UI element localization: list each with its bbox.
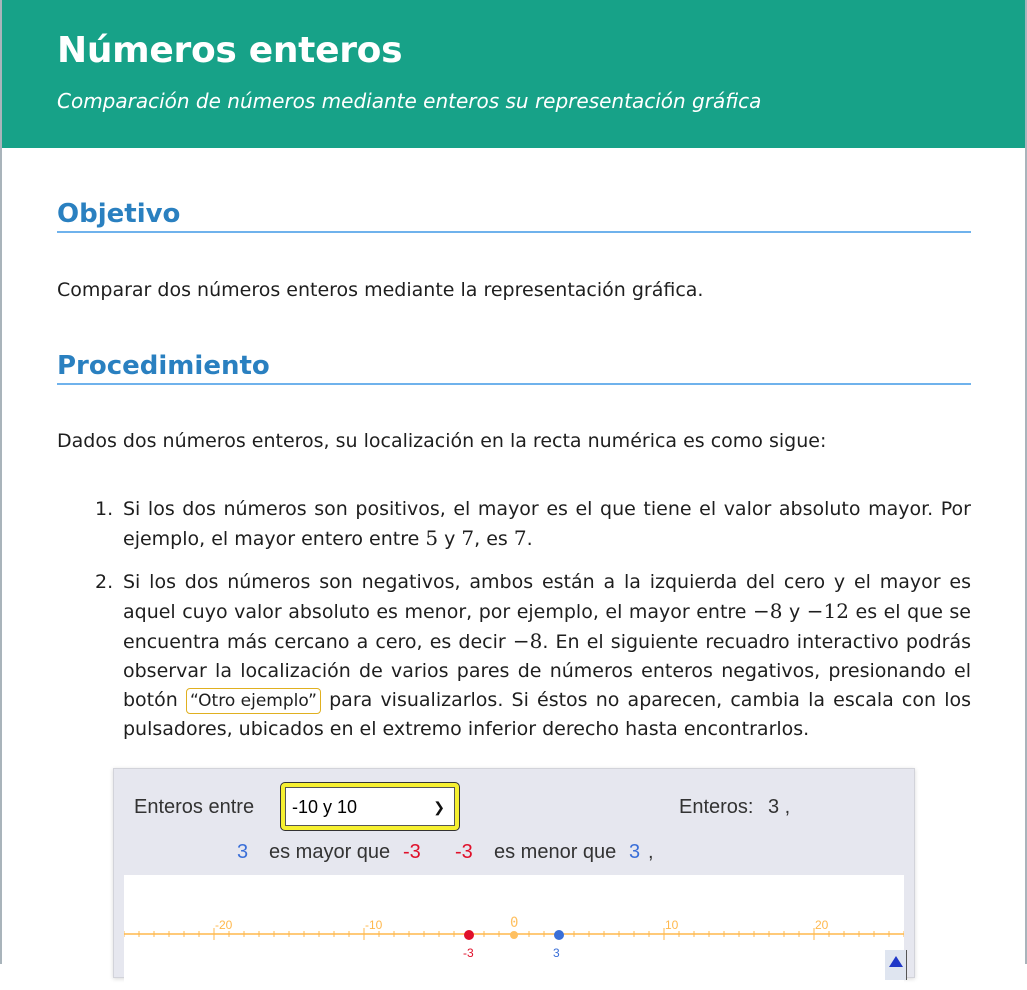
math-number: −8: [512, 629, 543, 653]
item-text: .: [526, 528, 533, 550]
section-heading-procedimiento: Procedimiento: [57, 351, 971, 385]
procedure-item: [95, 495, 971, 554]
comparison-mayor-text: es mayor que: [269, 841, 391, 863]
enteros-label: Enteros:: [679, 796, 754, 818]
range-select[interactable]: [285, 787, 455, 826]
item-text: , es: [474, 528, 514, 550]
tick-label: -10: [365, 918, 383, 932]
page-header: [2, 0, 1025, 148]
item-text: y: [438, 528, 462, 550]
otro-ejemplo-button-reference: “Otro ejemplo”: [186, 688, 321, 714]
section-heading-objetivo: Objetivo: [57, 199, 971, 233]
procedure-list: [95, 495, 971, 758]
item-text: es el que se encuentra más cercano a cero, es decir: [123, 601, 971, 653]
comparison-greater-value-2: 3: [629, 841, 641, 863]
triangle-up-icon: [889, 956, 903, 967]
item-text: y: [782, 601, 807, 623]
comparison-lesser-value-2: -3: [455, 841, 473, 863]
number-point: [464, 930, 474, 940]
tick-label: -20: [215, 918, 233, 932]
tick-label: 20: [815, 918, 829, 932]
number-line-svg: [124, 875, 904, 985]
range-label: Enteros entre: [134, 796, 255, 818]
math-number: 7: [513, 526, 527, 550]
page-title: Números enteros: [57, 30, 403, 71]
list-number: 2.: [95, 571, 114, 593]
tick-label: 10: [665, 918, 679, 932]
comparison-trail: ,: [648, 841, 654, 863]
point-label: 3: [553, 946, 560, 960]
math-number: −8: [753, 599, 783, 623]
origin-label: 0: [510, 915, 519, 931]
objetivo-text: Comparar dos números enteros mediante la representación gráfica.: [57, 279, 704, 301]
math-number: 5: [425, 526, 439, 550]
math-number: −12: [806, 599, 849, 623]
procedure-item: [95, 568, 971, 744]
comparison-lesser-value: -3: [403, 841, 421, 863]
range-select-wrapper: [280, 782, 460, 831]
scale-up-button[interactable]: [885, 950, 907, 980]
origin-point: [510, 931, 518, 939]
enteros-value: 3 ,: [768, 796, 791, 818]
page-subtitle: Comparación de números mediante enteros su representación gráfica: [57, 89, 762, 113]
chevron-down-icon: ❯: [433, 799, 445, 815]
interactive-applet: [113, 768, 915, 978]
item-text: . En el siguiente recuadro interactivo podrás observar la localización de varios pares de números enteros negativos, presionando el botón: [123, 631, 971, 711]
procedimiento-intro: Dados dos números enteros, su localización en la recta numérica es como sigue:: [57, 430, 827, 452]
list-number: 1.: [95, 498, 114, 520]
number-point: [554, 930, 564, 940]
item-text: para visualizarlos. Si éstos no aparecen, cambia la escala con los pulsadores, ubicados en el extremo inferior derecho hasta encontrarlos.: [123, 689, 972, 740]
comparison-greater-value: 3: [237, 841, 249, 863]
comparison-menor-text: es menor que: [494, 841, 617, 863]
point-label: -3: [463, 946, 474, 960]
number-line-graph[interactable]: [124, 875, 904, 985]
math-number: 7: [461, 526, 475, 550]
item-text: Si los dos números son positivos, el mayor es el que tiene el valor absoluto mayor. Por ejemplo, el mayor entero entre: [123, 498, 971, 550]
item-text: Si los dos números son negativos, ambos están a la izquierda del cero y el mayor es aquel cuyo valor absoluto es menor, por ejemplo, el mayor entre: [123, 571, 971, 623]
